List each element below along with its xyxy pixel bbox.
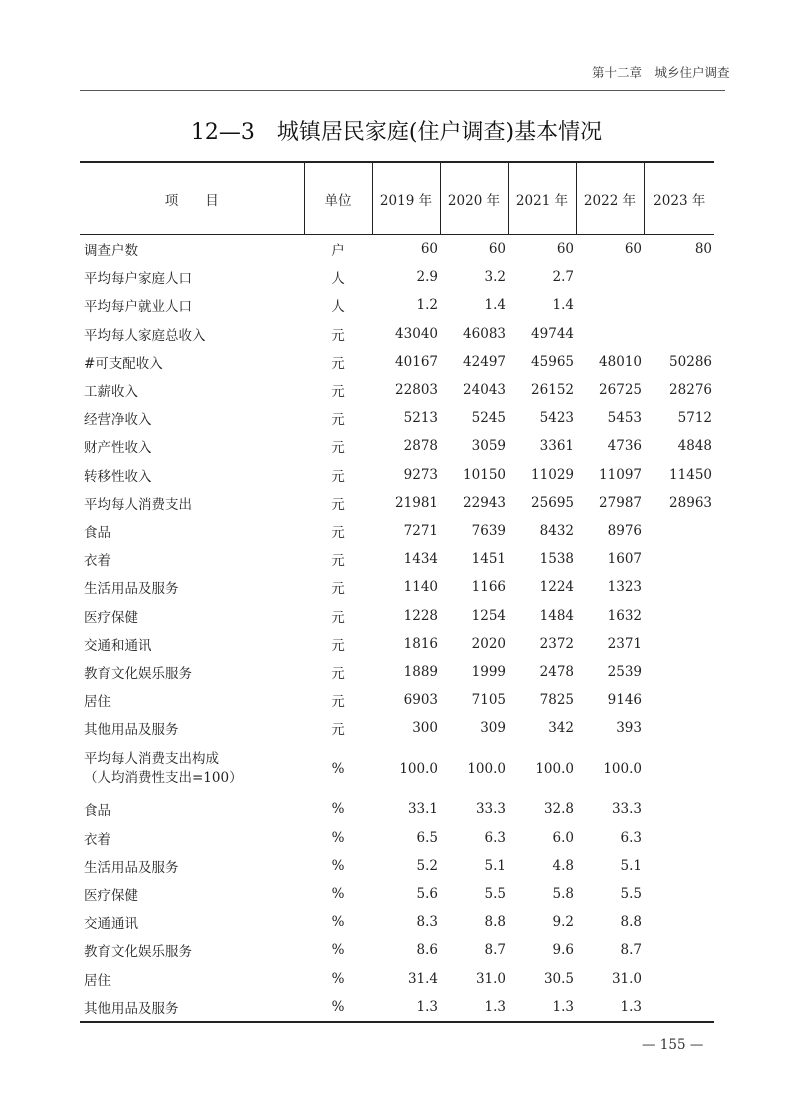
row-item-label-line1: 平均每人消费支出构成 [84,750,219,767]
row-value-cell: 3059 [471,438,506,455]
table-header-row [80,162,714,235]
row-unit: % [331,760,345,777]
header-year-2020: 2020 年 [440,162,508,235]
row-value-cell: 25695 [531,494,574,511]
row-value-cell: 33.3 [475,801,506,818]
row-value-cell [644,714,714,742]
table-row [80,348,714,376]
row-value-cell: 21981 [395,494,438,511]
table-row [80,742,714,795]
row-value-cell: 28276 [669,382,712,399]
row-value-cell: 1.3 [440,993,508,1022]
row-value-cell: 5.1 [484,857,506,874]
table-body [80,235,714,1022]
row-value-cell: 309 [480,720,506,737]
header-year-2019: 2019 年 [372,162,440,235]
row-value-cell [576,320,644,348]
row-item-label: 生活用品及服务 [84,581,179,598]
row-value-cell: 6.3 [620,829,642,846]
row-value-cell: 1434 [403,551,438,568]
header-unit: 单位 [304,162,372,235]
row-value-cell [644,852,714,880]
row-item-label: 财产性收入 [84,440,152,457]
row-value-cell [644,658,714,686]
row-value-cell: 5453 [607,410,642,427]
row-value-cell: 11097 [599,466,642,483]
row-item-label: 生活用品及服务 [84,859,179,876]
row-value-cell: 1254 [471,607,506,624]
row-value-cell: 7825 [539,692,574,709]
row-value-cell [644,936,714,964]
row-value-cell: 8.6 [416,942,438,959]
row-value-cell: 22943 [463,494,506,511]
row-value-cell: 24043 [463,382,506,399]
row-value-cell: 2539 [607,663,642,680]
row-value-cell: 26725 [599,382,642,399]
row-value-cell: 100.0 [399,760,438,777]
row-item-label: #可支配收入 [84,355,163,372]
row-value-cell: 6903 [403,692,438,709]
row-value-cell [644,795,714,823]
row-value-cell: 100.0 [535,760,574,777]
row-value-cell: 60 [488,241,506,258]
row-item-label: 居住 [84,694,111,711]
row-value-cell: 1889 [403,663,438,680]
row-value-cell: 5.1 [620,857,642,874]
statistics-table [80,161,714,1023]
row-unit: % [331,970,345,987]
row-value-cell: 9273 [403,466,438,483]
table-row [80,880,714,908]
row-value-cell [644,824,714,852]
row-unit: 户 [331,243,345,260]
row-value-cell: 5423 [539,410,574,427]
row-value-cell: 4736 [607,438,642,455]
row-value-cell: 33.3 [611,801,642,818]
row-value-cell: 31.0 [611,970,642,987]
row-value-cell: 10150 [463,466,506,483]
row-value-cell: 1140 [403,579,438,596]
row-value-cell: 11029 [531,466,574,483]
row-value-cell: 1166 [471,579,506,596]
row-value-cell: 9.2 [552,914,574,931]
table-row [80,376,714,404]
row-value-cell: 300 [412,720,438,737]
row-unit: 元 [331,496,345,513]
header-year-2022: 2022 年 [576,162,644,235]
table-row [80,795,714,823]
table-title: 12—3 城镇居民家庭(住户调查)基本情况 [190,120,603,145]
row-value-cell: 45965 [531,353,574,370]
row-unit: % [331,886,345,903]
row-value-cell: 28963 [669,494,712,511]
row-value-cell: 4848 [677,438,712,455]
table-row [80,263,714,291]
row-item-label: 医疗保健 [84,888,138,905]
row-value-cell: 26152 [531,382,574,399]
row-value-cell: 80 [694,241,712,258]
row-value-cell: 2478 [539,663,574,680]
table-row [80,461,714,489]
row-value-cell: 1224 [539,579,574,596]
row-value-cell: 8.8 [620,914,642,931]
row-unit: % [331,942,345,959]
row-value-cell: 6.0 [552,829,574,846]
row-item-label: 转移性收入 [84,468,152,485]
row-item-label: 工薪收入 [84,384,138,401]
row-value-cell: 8976 [607,522,642,539]
row-unit: % [331,801,345,818]
row-item-label: 其他用品及服务 [80,993,304,1022]
page-number: — 155 — [642,1037,704,1053]
row-value-cell: 5213 [403,410,438,427]
row-value-cell: 48010 [599,353,642,370]
table-row [80,824,714,852]
row-value-cell: 7105 [471,692,506,709]
row-item-label: 教育文化娱乐服务 [84,944,192,961]
table-row [80,601,714,629]
header-year-2021: 2021 年 [508,162,576,235]
row-value-cell: 60 [624,241,642,258]
row-value-cell [644,686,714,714]
row-item-label [80,742,304,795]
row-value-cell: 2.9 [416,269,438,286]
row-value-cell: 46083 [463,325,506,342]
row-value-cell: 3.2 [484,269,506,286]
table-row [80,404,714,432]
row-value-cell: 40167 [395,353,438,370]
row-item-label: 交通和通讯 [84,637,152,654]
row-value-cell [644,320,714,348]
table-row [80,291,714,319]
row-value-cell [644,263,714,291]
row-value-cell: 1451 [471,551,506,568]
row-value-cell [644,742,714,795]
row-item-label-line2: （人均消费性支出=100） [84,769,243,786]
row-value-cell: 100.0 [603,760,642,777]
row-item-label: 调查户数 [84,243,138,260]
row-value-cell: 7271 [403,522,438,539]
row-value-cell [644,993,714,1022]
row-unit: 元 [331,694,345,711]
row-value-cell: 1.3 [508,993,576,1022]
row-value-cell: 1484 [539,607,574,624]
row-value-cell: 1999 [471,663,506,680]
row-value-cell: 8.7 [484,942,506,959]
row-value-cell: 11450 [669,466,712,483]
row-unit: 元 [331,722,345,739]
row-value-cell: 1607 [607,551,642,568]
row-unit: 元 [331,384,345,401]
row-value-cell [644,965,714,993]
row-value-cell: 1.4 [484,297,506,314]
row-value-cell [644,880,714,908]
row-value-cell [644,545,714,573]
row-item-label: 平均每户就业人口 [84,299,192,316]
row-item-label: 衣着 [84,553,111,570]
row-item-label: 经营净收入 [84,412,152,429]
row-value-cell: 2020 [471,635,506,652]
row-value-cell: 60 [556,241,574,258]
row-value-cell: 32.8 [543,801,574,818]
row-value-cell: 49744 [531,325,574,342]
row-item-label: 平均每人家庭总收入 [84,327,206,344]
row-unit: 元 [331,327,345,344]
table-row [80,489,714,517]
row-value-cell: 8.7 [620,942,642,959]
row-value-cell: 5.5 [484,886,506,903]
row-value-cell: 1.4 [552,297,574,314]
row-value-cell [576,291,644,319]
row-value-cell: 9.6 [552,942,574,959]
table-row [80,545,714,573]
table-row [80,630,714,658]
row-value-cell: 1228 [403,607,438,624]
row-value-cell: 7639 [471,522,506,539]
row-value-cell: 1538 [539,551,574,568]
row-value-cell: 31.4 [407,970,438,987]
header-year-2023: 2023 年 [644,162,714,235]
row-unit: 元 [331,581,345,598]
row-value-cell: 5.5 [620,886,642,903]
table-row [80,965,714,993]
table-row [80,936,714,964]
row-item-label: 居住 [84,972,111,989]
table-row [80,686,714,714]
row-value-cell: 5.8 [552,886,574,903]
row-item-label: 平均每人消费支出 [84,496,192,513]
row-item-label: 教育文化娱乐服务 [84,665,192,682]
row-value-cell: 2371 [607,635,642,652]
row-value-cell: 33.1 [407,801,438,818]
table-row [80,852,714,880]
row-value-cell: 2.7 [552,269,574,286]
row-unit: 元 [331,440,345,457]
row-value-cell [644,573,714,601]
running-head: 第十二章 城乡住户调查 [592,65,730,80]
row-value-cell: 22803 [395,382,438,399]
row-value-cell [644,908,714,936]
row-value-cell: 6.5 [416,829,438,846]
row-item-label: 其他用品及服务 [84,722,179,739]
row-unit: 元 [331,637,345,654]
header-item: 项 目 [80,162,304,235]
row-value-cell: 8432 [539,522,574,539]
table-row [80,714,714,742]
row-value-cell: 1.3 [372,993,440,1022]
row-value-cell: 2372 [539,635,574,652]
row-unit: % [331,914,345,931]
row-item-label: 医疗保健 [84,609,138,626]
row-item-label: 衣着 [84,831,111,848]
table-row [80,432,714,460]
row-unit: % [304,993,372,1022]
row-value-cell: 5712 [677,410,712,427]
row-unit: 元 [331,665,345,682]
row-value-cell: 31.0 [475,970,506,987]
row-value-cell: 60 [420,241,438,258]
row-value-cell: 43040 [395,325,438,342]
row-unit: 元 [331,355,345,372]
row-value-cell: 5.2 [416,857,438,874]
row-item-label: 食品 [84,803,111,820]
row-value-cell: 342 [548,720,574,737]
row-unit: 元 [331,412,345,429]
table-row [80,993,714,1022]
row-unit: 元 [331,468,345,485]
row-value-cell: 4.8 [552,857,574,874]
row-value-cell: 1.2 [416,297,438,314]
row-unit: 元 [331,524,345,541]
row-value-cell: 27987 [599,494,642,511]
row-unit: % [331,857,345,874]
table-row [80,235,714,264]
row-value-cell [644,291,714,319]
row-value-cell: 1632 [607,607,642,624]
row-value-cell [644,517,714,545]
row-value-cell [576,263,644,291]
row-unit: 人 [331,271,345,288]
row-value-cell: 8.3 [416,914,438,931]
row-unit: 元 [331,609,345,626]
table-row [80,658,714,686]
row-value-cell: 3361 [539,438,574,455]
row-value-cell: 6.3 [484,829,506,846]
row-unit: 元 [331,553,345,570]
row-value-cell: 1323 [607,579,642,596]
row-unit: 人 [331,299,345,316]
row-value-cell: 1.3 [576,993,644,1022]
table-row [80,573,714,601]
header-rule [80,90,725,91]
row-value-cell: 1816 [403,635,438,652]
row-value-cell [644,601,714,629]
row-value-cell: 50286 [669,353,712,370]
row-value-cell: 9146 [607,692,642,709]
row-item-label: 交通通讯 [84,916,138,933]
table-row [80,517,714,545]
row-value-cell [644,630,714,658]
row-value-cell: 42497 [463,353,506,370]
table-row [80,320,714,348]
row-value-cell: 30.5 [543,970,574,987]
row-value-cell: 393 [616,720,642,737]
row-item-label: 平均每户家庭人口 [84,271,192,288]
row-value-cell: 2878 [403,438,438,455]
row-value-cell: 5245 [471,410,506,427]
row-value-cell: 8.8 [484,914,506,931]
row-value-cell: 100.0 [467,760,506,777]
row-value-cell: 5.6 [416,886,438,903]
table-row [80,908,714,936]
row-unit: % [331,829,345,846]
row-item-label: 食品 [84,524,111,541]
